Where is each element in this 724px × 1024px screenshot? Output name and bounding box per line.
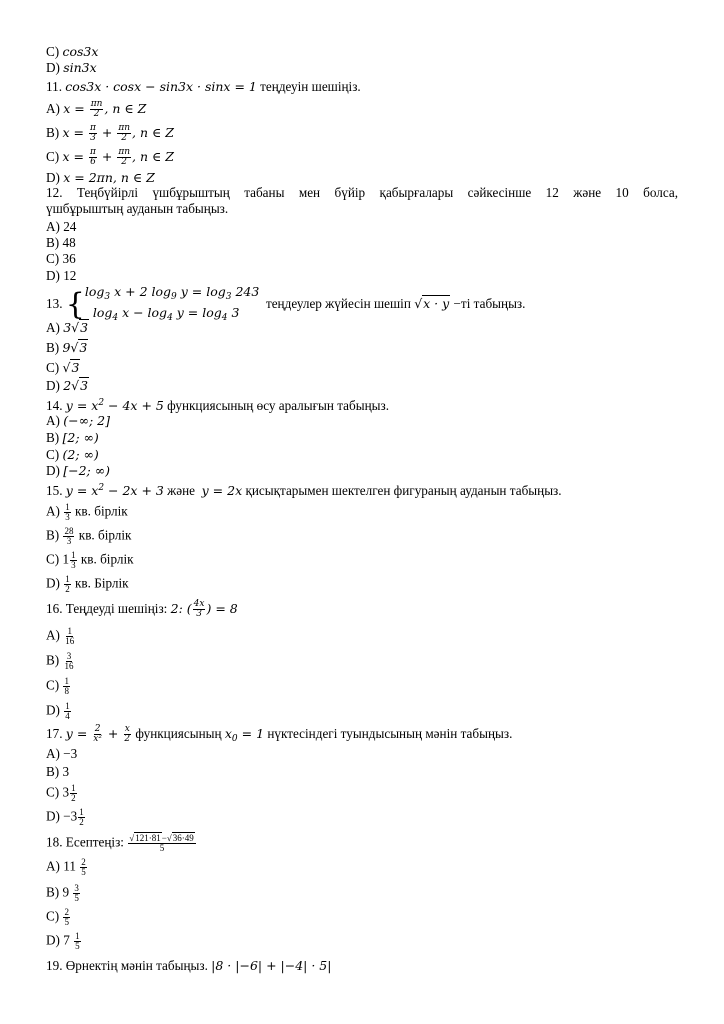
q12-option-c: C) 36	[46, 251, 76, 266]
q18-option-c: C) $\frac{2}{5}$	[46, 907, 69, 927]
q13-option-d: D) 2√3	[46, 378, 89, 393]
q16-option-d: D) $\frac{1}{4}$	[46, 701, 70, 721]
q15-option-a: A) $\frac{1}{3}$ кв. бірлік	[46, 502, 128, 522]
q12-option-a: A) 24	[46, 219, 77, 234]
q10-option-c: C) cos3x	[46, 44, 99, 59]
q16-option-c: C) $\frac{1}{8}$	[46, 676, 69, 696]
q11-option-a: A) x = $\frac{\pi n}{2}$ , n ∈ Z	[46, 99, 147, 119]
q11-option-d: D) x = 2πn, n ∈ Z	[46, 170, 155, 185]
q17-option-a: A) −3	[46, 746, 78, 761]
q16-option-a: A) $\frac{1}{16}$	[46, 626, 75, 646]
q10-option-d: D) sin3x	[46, 60, 97, 75]
q13-question: 13. { $\log_3 x + 2$ $\log_9 y = \log_3 243$ $\log_4 x - \log_4 y = \log_4 3$ теңдеулер жүйесін шешіп √x · y −ті табыңыз.	[46, 284, 526, 323]
q11-question: 11. cos3x · cosx − sin3x · sinx = 1 теңдеуін шешіңіз.	[46, 79, 361, 94]
q14-option-d: D) [−2; ∞)	[46, 463, 110, 478]
q17-option-c: C) 3 $\frac{1}{2}$	[46, 783, 76, 803]
q18-question: 18. Есептеңіз: $\frac{√121\cdot 81-√36\cdot 49}{5}$	[46, 833, 194, 853]
q12-option-b: B) 48	[46, 235, 76, 250]
q15-option-b: B) $\frac{28}{3}$ кв. бірлік	[46, 526, 132, 546]
q17-option-d: D) −3 $\frac{1}{2}$	[46, 807, 84, 827]
q19-question: 19. Өрнектің мәнін табыңыз. |8 · |−6| + |−4| · 5|	[46, 958, 332, 973]
q15-question: 15. $y = x^2 - 2x + 3$ және y = 2x қисықтарымен шектелген фигураның ауданын табыңыз.	[46, 483, 562, 498]
q12-question-line1: 12. Теңбүйірлі үшбұрыштың табаны мен бүйір қабырғалары сәйкесінше 12 және 10 болса,	[46, 185, 678, 200]
q14-option-a: A) (−∞; 2]	[46, 413, 110, 428]
q15-option-c: C) 1 $\frac{1}{3}$ кв. бірлік	[46, 550, 134, 570]
q16-option-b: B) $\frac{3}{16}$	[46, 651, 74, 671]
q17-option-b: B) 3	[46, 764, 70, 779]
q18-option-a: A) 11 $\frac{2}{5}$	[46, 857, 86, 877]
q13-option-a: A) 3√3	[46, 320, 89, 335]
q12-option-d: D) 12	[46, 268, 77, 283]
q11-option-c: C) x = $\frac{\pi}{6}$ + $\frac{\pi n}{2}$ , n ∈ Z	[46, 147, 174, 167]
q13-option-b: B) 9√3	[46, 340, 88, 355]
q13-option-c: C) √3	[46, 360, 80, 375]
q18-option-b: B) 9 $\frac{3}{5}$	[46, 883, 79, 903]
q14-option-c: C) (2; ∞)	[46, 447, 99, 462]
q18-option-d: D) 7 $\frac{1}{5}$	[46, 931, 80, 951]
q14-question: 14. $y = x^2 - 4x + 5$ функциясының өсу аралығын табыңыз.	[46, 398, 390, 413]
q14-option-b: B) [2; ∞)	[46, 430, 99, 445]
q17-question: 17. y = $\frac{2}{\text{x²}}$ + $\frac{x}{2}$ функциясының $x_0 = 1$ нүктесіндегі туындысының мәнін табыңыз.	[46, 724, 513, 744]
q15-option-d: D) $\frac{1}{2}$ кв. Бірлік	[46, 574, 129, 594]
q16-question: 16. Теңдеуді шешіңіз: 2: ( $\frac{4x}{3}$ ) = 8	[46, 599, 238, 619]
q11-option-b: B) x = $\frac{\pi}{3}$ + $\frac{\pi n}{2}$ , n ∈ Z	[46, 123, 174, 143]
q12-question-line2: үшбұрыштың ауданын табыңыз.	[46, 201, 229, 216]
